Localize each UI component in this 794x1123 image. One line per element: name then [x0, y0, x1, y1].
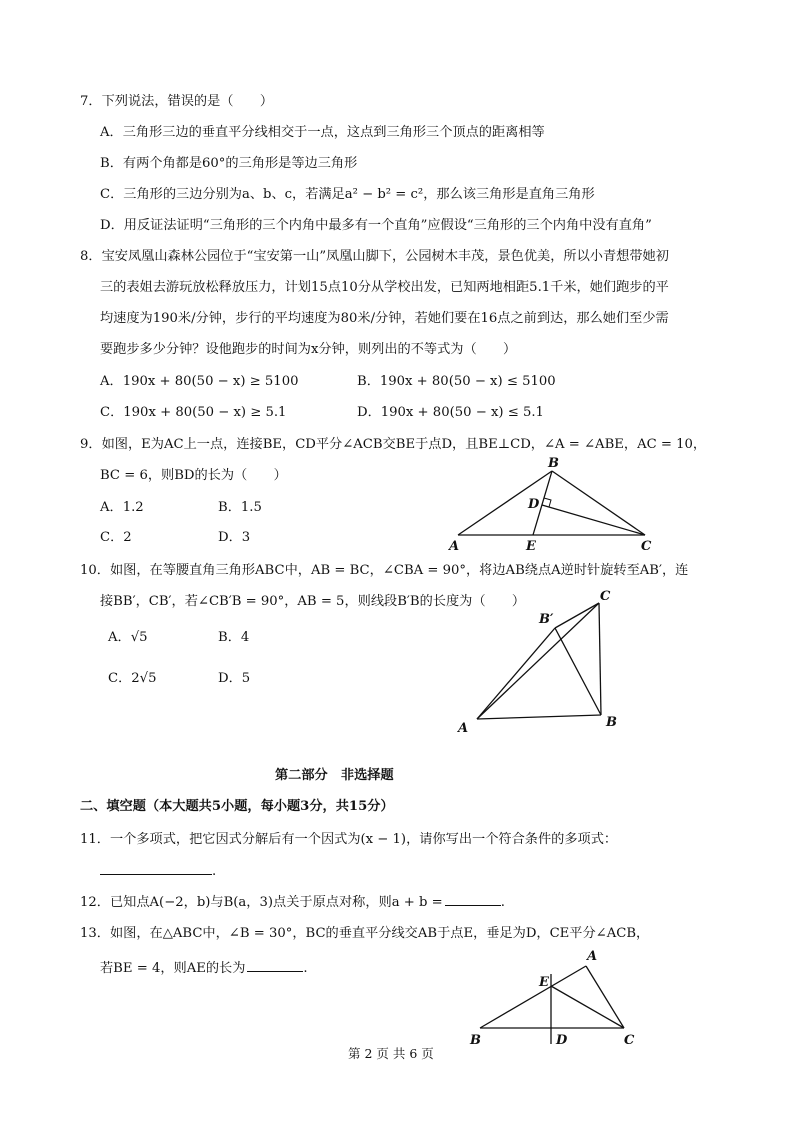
q10-segment-bc: [599, 603, 601, 715]
q8-option-c: C．190x + 80(50 − x) ≥ 5.1: [100, 405, 287, 420]
q8-line2: 三的表姐去游玩放松释放压力，计划15点10分从学校出发，已知两地相距5.1千米，她们跑步的平: [100, 280, 669, 295]
q10-option-c: C．2√5: [108, 671, 157, 686]
q12-end: .: [500, 895, 505, 910]
q12-line: [80, 893, 505, 911]
q10-label-a: A: [458, 721, 469, 736]
q8-line3: 均速度为190米/分钟，步行的平均速度为80米/分钟，若她们要在16点之前到达，那么她们至少需: [100, 311, 669, 326]
q10-segment-abp: [477, 628, 555, 719]
q7-option-a: A．三角形三边的垂直平分线相交于一点，这点到三角形三个顶点的距离相等: [100, 125, 545, 140]
q11-answer-line: [100, 862, 216, 880]
q11-end: .: [212, 864, 217, 879]
q13-answer-blank[interactable]: [247, 959, 303, 972]
q13-segment-ac: [586, 966, 624, 1028]
q8-option-a: A．190x + 80(50 − x) ≥ 5100: [100, 374, 299, 389]
q9-segment-bc: [552, 471, 645, 535]
q12-text: 12．已知点A(−2，b)与B(a，3)点关于原点对称，则a + b =: [80, 895, 443, 910]
q9-option-c: C．2: [100, 530, 132, 545]
q8-line1: 8．宝安凤凰山森林公园位于“宝安第一山”凤凰山脚下，公园树木丰茂，景色优美，所以小青想带她初: [80, 249, 669, 264]
q13-label-c: C: [624, 1033, 635, 1048]
q8-line4: 要跑步多少分钟？设他跑步的时间为x分钟，则列出的不等式为（ ）: [100, 342, 517, 357]
q10-label-b: B: [606, 715, 617, 730]
q10-segment-bpb: [555, 628, 601, 715]
q10-line1: 10．如图，在等腰直角三角形ABC中，AB = BC，∠CBA = 90°，将边AB绕点A逆时针旋转至AB′，连: [80, 563, 689, 578]
q9-option-b: B．1.5: [218, 500, 262, 515]
q10-line2: 接BB′，CB′，若∠CB′B = 90°，AB = 5，则线段B′B的长度为（ ）: [100, 594, 526, 609]
q7-option-b: B．有两个角都是60°的三角形是等边三角形: [100, 156, 358, 171]
q7-stem: 7．下列说法，错误的是（ ）: [80, 94, 274, 109]
q8-option-b: B．190x + 80(50 − x) ≤ 5100: [357, 374, 556, 389]
q13-label-e: E: [539, 975, 549, 990]
q13-line2: 若BE = 4，则AE的长为: [100, 961, 246, 976]
q7-option-c: C．三角形的三边分别为a、b、c，若满足a² − b² = c²，那么该三角形是直角三角形: [100, 187, 595, 202]
q11-line1: 11．一个多项式，把它因式分解后有一个因式为(x − 1)，请你写出一个符合条件的多项式：: [80, 832, 618, 847]
q10-option-d: D．5: [218, 671, 251, 686]
q9-option-d: D．3: [218, 530, 251, 545]
q10-segment-ab: [477, 715, 601, 719]
q10-option-b: B．4: [218, 630, 250, 645]
q10-option-a: A．√5: [108, 630, 148, 645]
page-footer: 第 2 页 共 6 页: [348, 1046, 434, 1061]
part2-title: 第二部分 非选择题: [275, 768, 394, 783]
q9-label-d: D: [528, 497, 540, 512]
q13-segment-ce: [551, 986, 624, 1028]
q13-line1: 13．如图，在△ABC中，∠B = 30°，BC的垂直平分线交AB于点E，垂足为D，CE平分∠ACB，: [80, 926, 650, 941]
q9-line1: 9．如图，E为AC上一点，连接BE，CD平分∠ACB交BE于点D，且BE⊥CD，∠A = ∠ABE，AC = 10，: [80, 437, 707, 452]
q13-line2-wrap: [100, 959, 308, 977]
q9-segment-cd: [542, 505, 645, 535]
q9-option-a: A．1.2: [100, 500, 144, 515]
q9-label-e: E: [526, 539, 536, 554]
q7-option-d: D．用反证法证明“三角形的三个内角中最多有一个直角”应假设“三角形的三个内角中没有直角”: [100, 218, 652, 233]
q13-end: .: [303, 961, 308, 976]
q13-label-d: D: [556, 1033, 568, 1048]
q8-option-d: D．190x + 80(50 − x) ≤ 5.1: [357, 405, 544, 420]
q11-answer-blank[interactable]: [100, 862, 212, 875]
q10-label-c: C: [600, 589, 611, 604]
q10-figure: [452, 588, 632, 738]
q13-label-a: A: [587, 949, 598, 964]
q9-figure: [440, 455, 670, 555]
q9-label-b: B: [548, 456, 559, 471]
q10-segment-ca: [477, 603, 599, 719]
q9-line2: BC = 6，则BD的长为（ ）: [100, 468, 287, 483]
q13-figure: [462, 944, 642, 1054]
section2-title: 二、填空题（本大题共5小题，每小题3分，共15分）: [80, 799, 394, 814]
q13-label-b: B: [470, 1033, 481, 1048]
q10-label-bprime: B′: [539, 612, 554, 627]
q9-label-c: C: [641, 539, 652, 554]
q9-label-a: A: [449, 539, 460, 554]
q12-answer-blank[interactable]: [445, 893, 501, 906]
